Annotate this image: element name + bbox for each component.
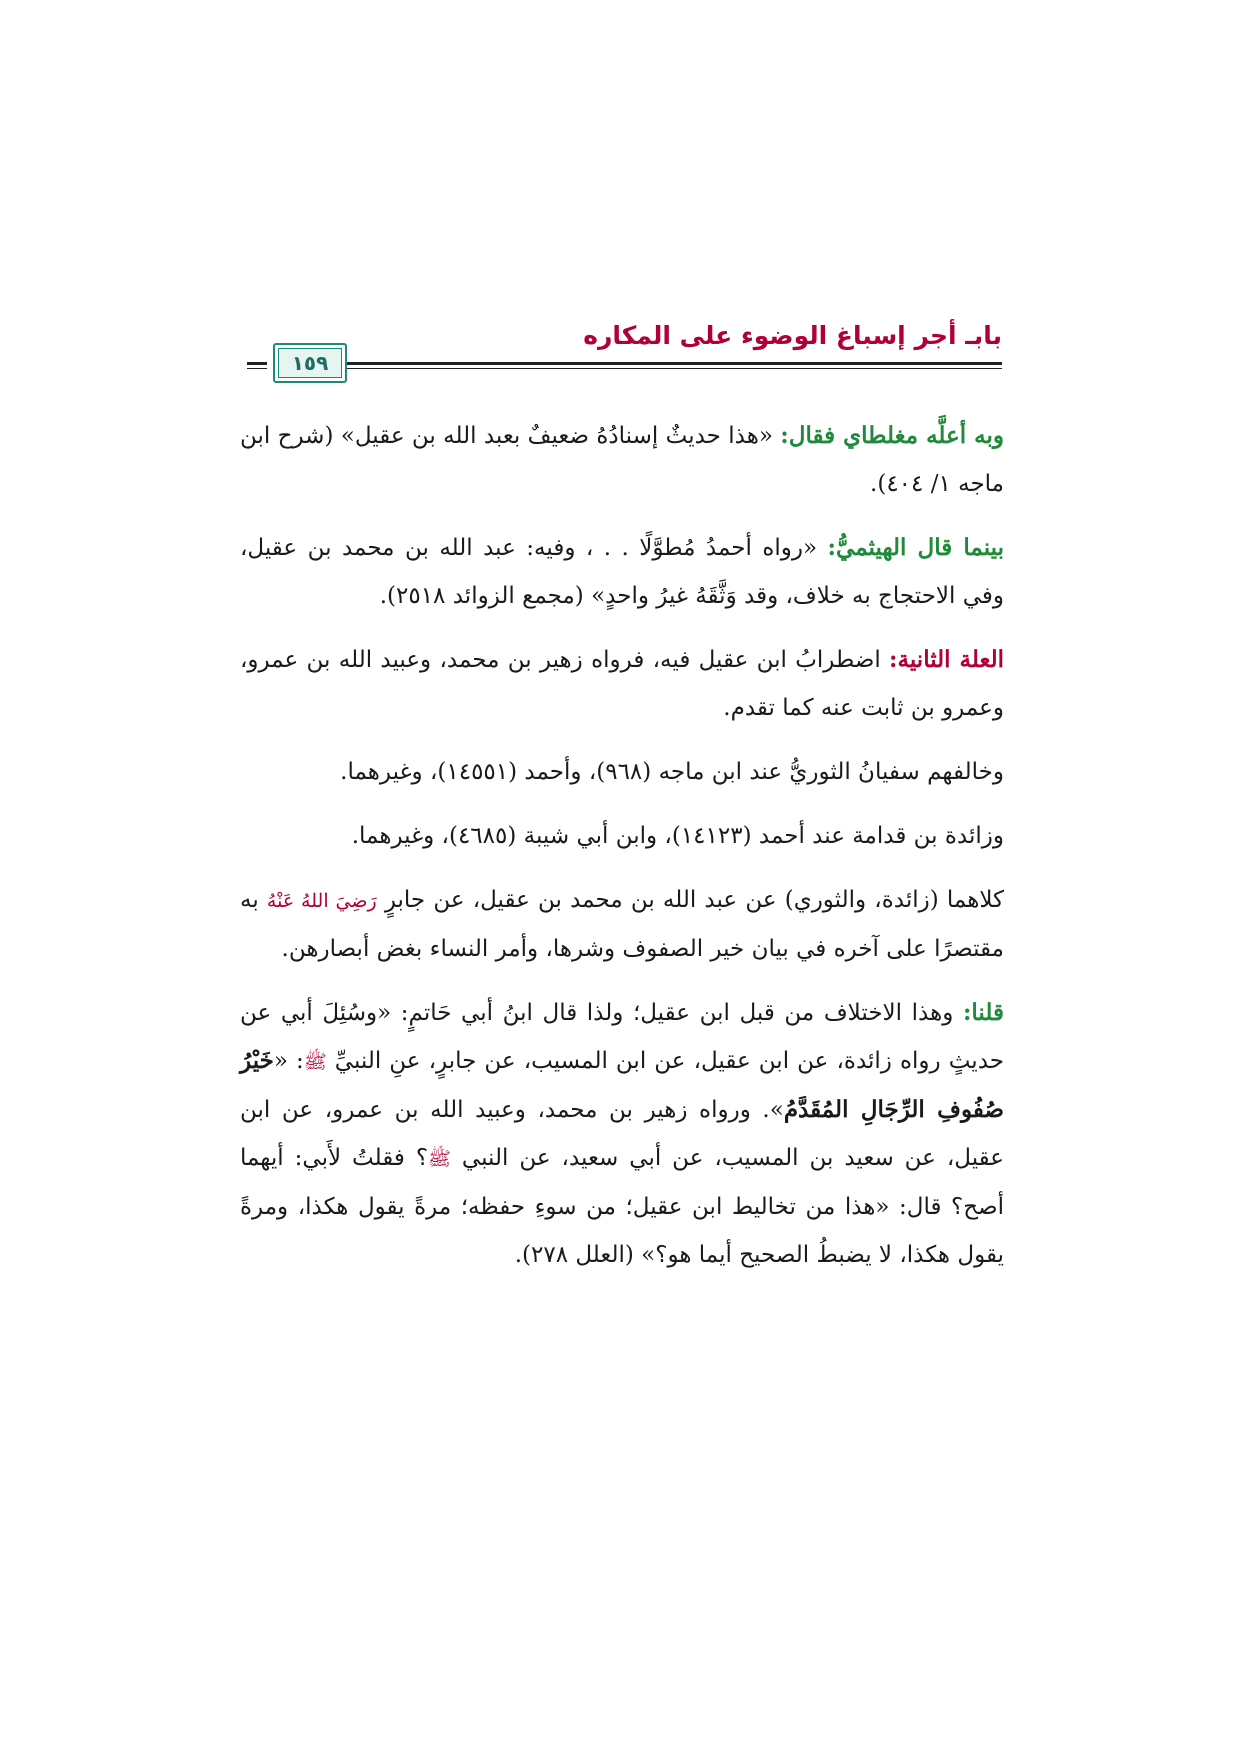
page-number-badge bbox=[273, 343, 347, 383]
chapter-title: بابـ أجر إسباغ الوضوء على المكاره bbox=[583, 321, 1002, 350]
paragraph-7-text-a: وهذا الاختلاف من قبل ابن عقيل؛ ولذا قال ابنُ أبي حَاتمٍ: «وسُئِلَ أبي عن حديثٍ رواه زائدة، عن ابن عقيل، عن ابن المسيب، عن جابرٍ، عنِ النبيِّ bbox=[240, 1000, 1004, 1074]
paragraph-6 bbox=[240, 876, 1004, 973]
paragraph-3 bbox=[240, 636, 1004, 732]
paragraph-7-lead: قلنا: bbox=[962, 999, 1004, 1026]
salawat-honorific: ﷺ bbox=[303, 1051, 327, 1073]
paragraph-5 bbox=[240, 812, 1004, 860]
paragraph-4-text: وخالفهم سفيانُ الثوريُّ عند ابن ماجه (٩٦٨)، وأحمد (١٤٥٥١)، وغيرهما. bbox=[340, 759, 1004, 785]
paragraph-1-lead: وبه أعلَّه مغلطاي فقال: bbox=[780, 422, 1004, 449]
paragraph-6-text-b: به مقتصرًا على آخره في بيان خير الصفوف وشرها، وأمر النساء بغض أبصارهن. bbox=[240, 887, 1004, 962]
paragraph-4 bbox=[240, 748, 1004, 796]
paragraph-7-text-c: ». ورواه زهير بن محمد، وعبيد الله بن عمرو، عن ابن عقيل، عن سعيد بن المسيب، عن أبي سعيد، عن النبي bbox=[240, 1097, 1004, 1171]
paragraph-2-text: «رواه أحمدُ مُطوَّلًا . . ، وفيه: عبد الله بن محمد بن عقيل، وفي الاحتجاج به خلاف، وقد وَثَّقَهُ غيرُ واحدٍ» (مجمع الزوائد ٢٥١٨). bbox=[240, 535, 1004, 609]
paragraph-7-text-d: ؟ فقلتُ لأَبي: أيهما أصح؟ قال: «هذا من تخاليط ابن عقيل؛ من سوءِ حفظه؛ مرةً يقول هكذا، ومرةً يقول هكذا، لا يضبطُ الصحيح أيما هو؟» (العلل ٢٧٨). bbox=[240, 1145, 1004, 1268]
page-number: ١٥٩ bbox=[291, 351, 329, 375]
paragraph-1-text: «هذا حديثٌ إسنادُهُ ضعيفٌ بعبد الله بن عقيل» (شرح ابن ماجه ١/ ٤٠٤). bbox=[240, 423, 1004, 497]
paragraph-2 bbox=[240, 524, 1004, 620]
salawat-honorific: ﷺ bbox=[428, 1148, 451, 1170]
page-header bbox=[247, 318, 1002, 382]
paragraph-5-text: وزائدة بن قدامة عند أحمد (١٤١٢٣)، وابن أبي شيبة (٤٦٨٥)، وغيرهما. bbox=[351, 823, 1004, 849]
paragraph-1 bbox=[240, 412, 1004, 508]
header-rule-left bbox=[247, 362, 267, 369]
paragraph-3-text: اضطرابُ ابن عقيل فيه، فرواه زهير بن محمد، وعبيد الله بن عمرو، وعمرو بن ثابت عنه كما تقدم. bbox=[240, 647, 1004, 721]
paragraph-6-text-a: كلاهما (زائدة، والثوري) عن عبد الله بن محمد بن عقيل، عن جابرٍ bbox=[376, 887, 1004, 913]
paragraph-3-lead: العلة الثانية: bbox=[889, 646, 1004, 673]
hadith-quote: خَيْرُ صُفُوفِ الرِّجَالِ المُقَدَّمُ bbox=[240, 1047, 1004, 1123]
paragraph-2-lead: بينما قال الهيثميُّ: bbox=[827, 534, 1004, 561]
paragraph-7-text-b: : « bbox=[273, 1048, 304, 1074]
page-body bbox=[240, 412, 1004, 1295]
radiallahu-honorific: رَضِيَ اللهُ عَنْهُ bbox=[266, 890, 377, 912]
header-rule-right bbox=[346, 362, 1002, 369]
paragraph-7 bbox=[240, 989, 1004, 1279]
